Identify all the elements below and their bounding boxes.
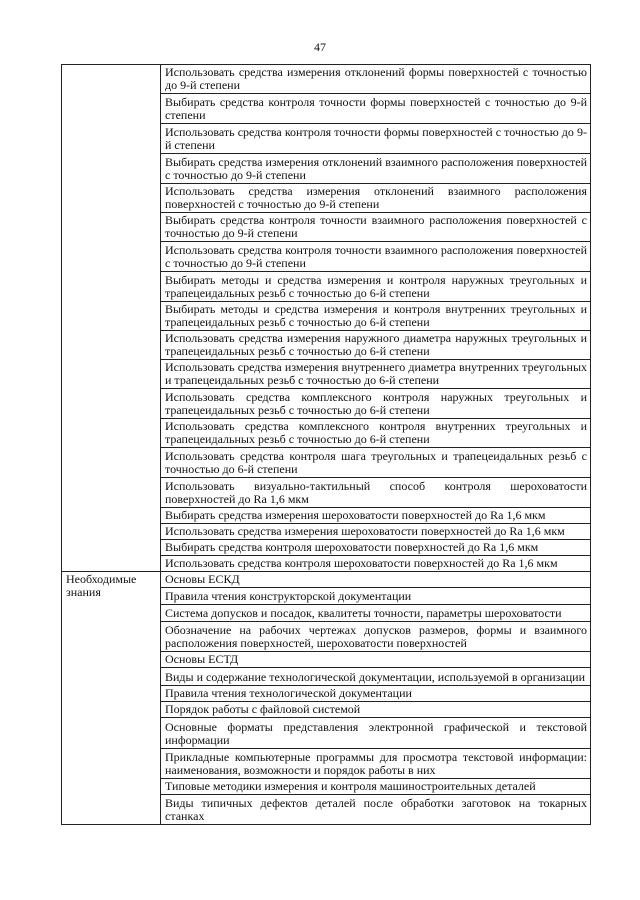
knowledge-item: Правила чтения технологической документации	[161, 686, 591, 702]
skill-item: Выбирать средства измерения шероховатости поверхностей до Ra 1,6 мкм	[161, 508, 591, 524]
skill-item: Использовать средства контроля точности формы поверхностей с точностью до 9-й степени	[161, 124, 591, 154]
skill-item: Выбирать методы и средства измерения и контроля наружных треугольных и трапецеидальных резьб с точностью до 6-й степени	[161, 272, 591, 302]
skill-item: Выбирать средства контроля точности взаимного расположения поверхностей с точностью до 9-й степени	[161, 213, 591, 242]
skills-label-cell	[62, 65, 161, 572]
knowledge-item: Типовые методики измерения и контроля машиностроительных деталей	[161, 779, 591, 795]
requirements-table	[61, 64, 591, 825]
knowledge-item: Система допусков и посадок, квалитеты точности, параметры шероховатости	[161, 605, 591, 622]
skill-item: Использовать средства измерения отклонений формы поверхностей с точностью до 9-й степени	[161, 65, 591, 94]
knowledge-item: Основы ЕСКД	[161, 572, 591, 588]
skill-item: Выбирать средства измерения отклонений взаимного расположения поверхностей с точностью до 9-й степени	[161, 154, 591, 184]
skill-item: Использовать средства измерения внутреннего диаметра внутренних треугольных и трапецеидальных резьб с точностью до 6-й степени	[161, 360, 591, 389]
skill-item: Использовать средства контроля шага треугольных и трапецеидальных резьб с точностью до 6-й степени	[161, 448, 591, 478]
skill-item: Выбирать средства контроля шероховатости поверхностей до Ra 1,6 мкм	[161, 540, 591, 556]
knowledge-item: Основы ЕСТД	[161, 652, 591, 668]
knowledge-item: Обозначение на рабочих чертежах допусков размеров, формы и взаимного расположения поверхностей, шероховатости поверхностей	[161, 622, 591, 652]
knowledge-item: Порядок работы с файловой системой	[161, 702, 591, 718]
knowledge-item: Правила чтения конструкторской документации	[161, 588, 591, 605]
skill-item: Использовать средства контроля шероховатости поверхностей до Ra 1,6 мкм	[161, 556, 591, 572]
knowledge-item: Прикладные компьютерные программы для просмотра текстовой информации: наименования, возможности и порядок работы в них	[161, 749, 591, 779]
skill-item: Выбирать методы и средства измерения и контроля внутренних треугольных и трапецеидальных резьб с точностью до 6-й степени	[161, 302, 591, 331]
skill-item: Использовать визуально-тактильный способ контроля шероховатости поверхностей до Ra 1,6 мкм	[161, 478, 591, 508]
skill-item: Использовать средства измерения наружного диаметра наружных треугольных и трапецеидальных резьб с точностью до 6-й степени	[161, 331, 591, 360]
requirements-table-body	[62, 65, 591, 825]
table-row	[62, 65, 591, 94]
knowledge-item: Виды типичных дефектов деталей после обработки заготовок на токарных станках	[161, 795, 591, 825]
page-number: 47	[314, 40, 326, 54]
skill-item: Использовать средства комплексного контроля наружных треугольных и трапецеидальных резьб с точностью до 6-й степени	[161, 389, 591, 419]
table-row	[62, 572, 591, 588]
skill-item: Использовать средства контроля точности взаимного расположения поверхностей с точностью до 9-й степени	[161, 242, 591, 272]
knowledge-label-cell: Необходимые знания	[62, 572, 161, 825]
skill-item: Выбирать средства контроля точности формы поверхностей с точностью до 9-й степени	[161, 94, 591, 124]
knowledge-item: Виды и содержание технологической документации, используемой в организации	[161, 668, 591, 686]
skill-item: Использовать средства измерения отклонений взаимного расположения поверхностей с точностью до 9-й степени	[161, 184, 591, 213]
knowledge-item: Основные форматы представления электронной графической и текстовой информации	[161, 718, 591, 749]
skill-item: Использовать средства комплексного контроля внутренних треугольных и трапецеидальных резьб с точностью до 6-й степени	[161, 419, 591, 448]
skill-item: Использовать средства измерения шероховатости поверхностей до Ra 1,6 мкм	[161, 524, 591, 540]
